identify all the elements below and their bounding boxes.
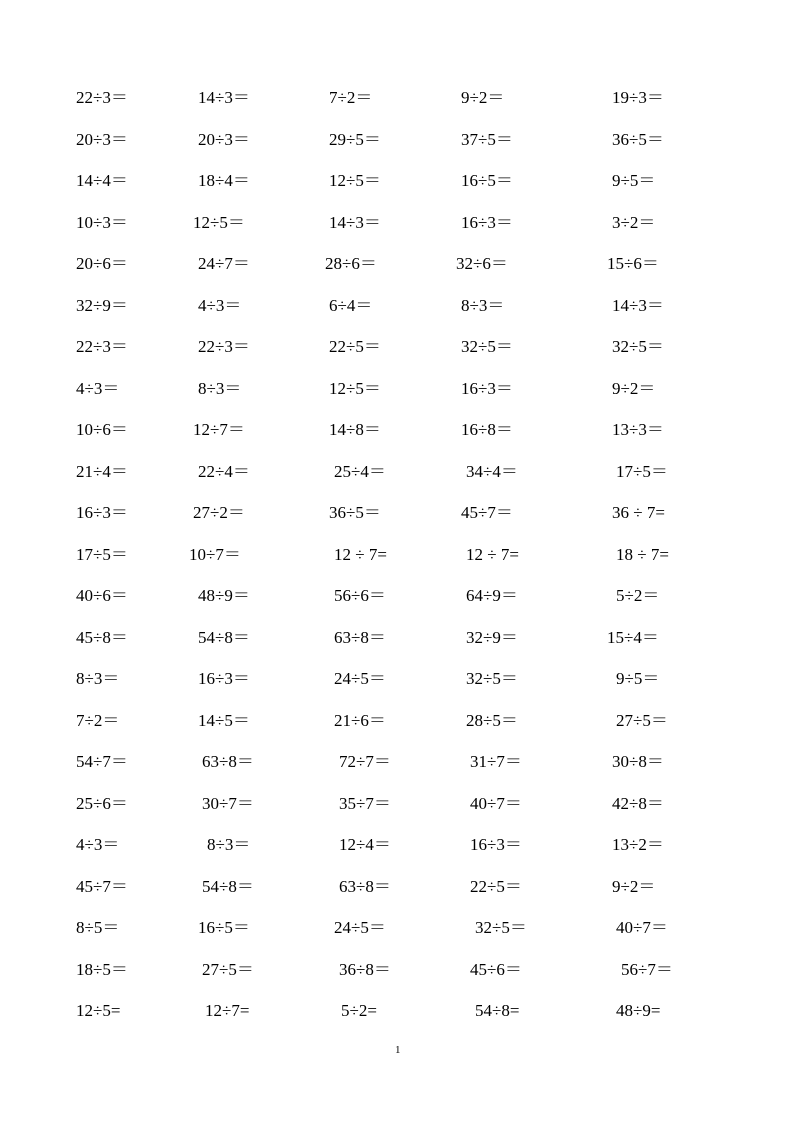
- division-problem: 12÷5＝: [329, 171, 381, 190]
- division-problem: 17÷5＝: [616, 461, 668, 481]
- division-problem: 8÷3＝: [76, 669, 120, 688]
- division-problem: 15÷4＝: [607, 627, 659, 647]
- division-problem: 12÷7=: [205, 1001, 250, 1020]
- division-problem: 4÷3＝: [76, 378, 120, 398]
- division-problem: 27÷5＝: [202, 959, 254, 979]
- division-problem: 19÷3＝: [612, 88, 664, 107]
- division-problem: 21÷4＝: [76, 461, 128, 481]
- division-problem: 12÷7＝: [193, 420, 245, 439]
- division-problem: 16÷3＝: [470, 835, 522, 854]
- division-problem: 40÷7＝: [470, 793, 522, 813]
- division-problem: 8÷3＝: [461, 295, 505, 315]
- division-problem: 3÷2＝: [612, 212, 656, 232]
- division-problem: 36÷8＝: [339, 959, 391, 979]
- division-problem: 63÷8＝: [202, 752, 254, 771]
- division-problem: 6÷4＝: [329, 295, 373, 315]
- division-problem: 27÷5＝: [616, 710, 668, 730]
- division-problem: 24÷5＝: [334, 669, 386, 688]
- division-problem-grid: [0, 86, 793, 1041]
- division-problem: 25÷6＝: [76, 793, 128, 813]
- division-problem: 21÷6＝: [334, 710, 386, 730]
- problem-row: [0, 86, 793, 128]
- division-problem: 13÷3＝: [612, 420, 664, 439]
- division-problem: 22÷3＝: [198, 337, 250, 356]
- problem-row: [0, 335, 793, 377]
- division-problem: 40÷6＝: [76, 586, 128, 605]
- problem-row: [0, 709, 793, 751]
- division-problem: 22÷5＝: [470, 876, 522, 896]
- division-problem: 17÷5＝: [76, 544, 128, 564]
- division-problem: 48÷9=: [616, 1001, 661, 1020]
- division-problem: 14÷3＝: [612, 295, 664, 315]
- division-problem: 30÷8＝: [612, 752, 664, 771]
- division-problem: 24÷5＝: [334, 918, 386, 937]
- division-problem: 7÷2＝: [329, 88, 373, 107]
- division-problem: 37÷5＝: [461, 129, 513, 149]
- division-problem: 22÷3＝: [76, 337, 128, 356]
- problem-row: [0, 377, 793, 419]
- division-problem: 35÷7＝: [339, 793, 391, 813]
- division-problem: 9÷2＝: [461, 88, 505, 107]
- division-problem: 5÷2＝: [616, 586, 660, 605]
- division-problem: 20÷6＝: [76, 254, 128, 273]
- division-problem: 12÷5＝: [329, 378, 381, 398]
- division-problem: 4÷3＝: [198, 295, 242, 315]
- division-problem: 13÷2＝: [612, 835, 664, 854]
- division-problem: 14÷3＝: [329, 212, 381, 232]
- problem-row: [0, 833, 793, 875]
- division-problem: 45÷7＝: [76, 876, 128, 896]
- division-problem: 22÷3＝: [76, 88, 128, 107]
- division-problem: 28÷5＝: [466, 710, 518, 730]
- division-problem: 56÷7＝: [621, 959, 673, 979]
- division-problem: 31÷7＝: [470, 752, 522, 771]
- division-problem: 20÷3＝: [76, 129, 128, 149]
- division-problem: 8÷5＝: [76, 918, 120, 937]
- problem-row: [0, 460, 793, 502]
- problem-row: [0, 418, 793, 460]
- problem-row: [0, 999, 793, 1041]
- division-problem: 8÷3＝: [207, 835, 251, 854]
- division-problem: 32÷6＝: [456, 254, 508, 273]
- division-problem: 63÷8＝: [339, 876, 391, 896]
- division-problem: 32÷5＝: [475, 918, 527, 937]
- division-problem: 14÷5＝: [198, 710, 250, 730]
- division-problem: 5÷2=: [341, 1001, 377, 1020]
- division-problem: 9÷5＝: [616, 669, 660, 688]
- division-problem: 4÷3＝: [76, 835, 120, 854]
- division-problem: 54÷7＝: [76, 752, 128, 771]
- division-problem: 18÷4＝: [198, 171, 250, 190]
- division-problem: 22÷5＝: [329, 337, 381, 356]
- division-problem: 32÷5＝: [461, 337, 513, 356]
- division-problem: 16÷5＝: [198, 918, 250, 937]
- division-problem: 16÷3＝: [461, 212, 513, 232]
- problem-row: [0, 750, 793, 792]
- division-problem: 12÷5=: [76, 1001, 121, 1020]
- division-problem: 16÷3＝: [76, 503, 128, 522]
- division-problem: 16÷3＝: [461, 378, 513, 398]
- division-problem: 25÷4＝: [334, 461, 386, 481]
- problem-row: [0, 169, 793, 211]
- division-problem: 14÷3＝: [198, 88, 250, 107]
- division-problem: 32÷9＝: [466, 627, 518, 647]
- division-problem: 30÷7＝: [202, 793, 254, 813]
- division-problem: 32÷5＝: [466, 669, 518, 688]
- division-problem: 22÷4＝: [198, 461, 250, 481]
- division-problem: 27÷2＝: [193, 503, 245, 522]
- division-problem: 9÷2＝: [612, 378, 656, 398]
- problem-row: [0, 543, 793, 585]
- division-problem: 34÷4＝: [466, 461, 518, 481]
- division-problem: 63÷8＝: [334, 627, 386, 647]
- division-problem: 12÷5＝: [193, 212, 245, 232]
- division-problem: 10÷3＝: [76, 212, 128, 232]
- problem-row: [0, 626, 793, 668]
- division-problem: 15÷6＝: [607, 254, 659, 273]
- division-problem: 10÷7＝: [189, 544, 241, 564]
- division-problem: 36 ÷ 7=: [612, 503, 665, 522]
- division-problem: 8÷3＝: [198, 378, 242, 398]
- division-problem: 54÷8＝: [198, 627, 250, 647]
- problem-row: [0, 667, 793, 709]
- division-problem: 32÷9＝: [76, 295, 128, 315]
- division-problem: 12 ÷ 7=: [466, 544, 519, 564]
- division-problem: 29÷5＝: [329, 129, 381, 149]
- division-problem: 24÷7＝: [198, 254, 250, 273]
- problem-row: [0, 875, 793, 917]
- division-problem: 28÷6＝: [325, 254, 377, 273]
- problem-row: [0, 294, 793, 336]
- division-problem: 45÷6＝: [470, 959, 522, 979]
- division-problem: 45÷8＝: [76, 627, 128, 647]
- problem-row: [0, 792, 793, 834]
- page-number: 1: [395, 1044, 401, 1056]
- division-problem: 54÷8＝: [202, 876, 254, 896]
- division-problem: 12 ÷ 7=: [334, 544, 387, 564]
- division-problem: 54÷8=: [475, 1001, 520, 1020]
- division-problem: 32÷5＝: [612, 337, 664, 356]
- problem-row: [0, 501, 793, 543]
- division-problem: 12÷4＝: [339, 835, 391, 854]
- division-problem: 20÷3＝: [198, 129, 250, 149]
- problem-row: [0, 958, 793, 1000]
- problem-row: [0, 211, 793, 253]
- division-problem: 45÷7＝: [461, 503, 513, 522]
- problem-row: [0, 916, 793, 958]
- problem-row: [0, 584, 793, 626]
- division-problem: 16÷3＝: [198, 669, 250, 688]
- division-problem: 36÷5＝: [612, 129, 664, 149]
- division-problem: 14÷4＝: [76, 171, 128, 190]
- division-problem: 16÷5＝: [461, 171, 513, 190]
- problem-row: [0, 252, 793, 294]
- division-problem: 64÷9＝: [466, 586, 518, 605]
- division-problem: 7÷2＝: [76, 710, 120, 730]
- division-problem: 18÷5＝: [76, 959, 128, 979]
- division-problem: 36÷5＝: [329, 503, 381, 522]
- division-problem: 16÷8＝: [461, 420, 513, 439]
- division-problem: 9÷2＝: [612, 876, 656, 896]
- division-problem: 18 ÷ 7=: [616, 544, 669, 564]
- division-problem: 42÷8＝: [612, 793, 664, 813]
- division-problem: 14÷8＝: [329, 420, 381, 439]
- division-problem: 9÷5＝: [612, 171, 656, 190]
- division-problem: 48÷9＝: [198, 586, 250, 605]
- problem-row: [0, 128, 793, 170]
- division-problem: 72÷7＝: [339, 752, 391, 771]
- division-problem: 56÷6＝: [334, 586, 386, 605]
- division-problem: 40÷7＝: [616, 918, 668, 937]
- division-problem: 10÷6＝: [76, 420, 128, 439]
